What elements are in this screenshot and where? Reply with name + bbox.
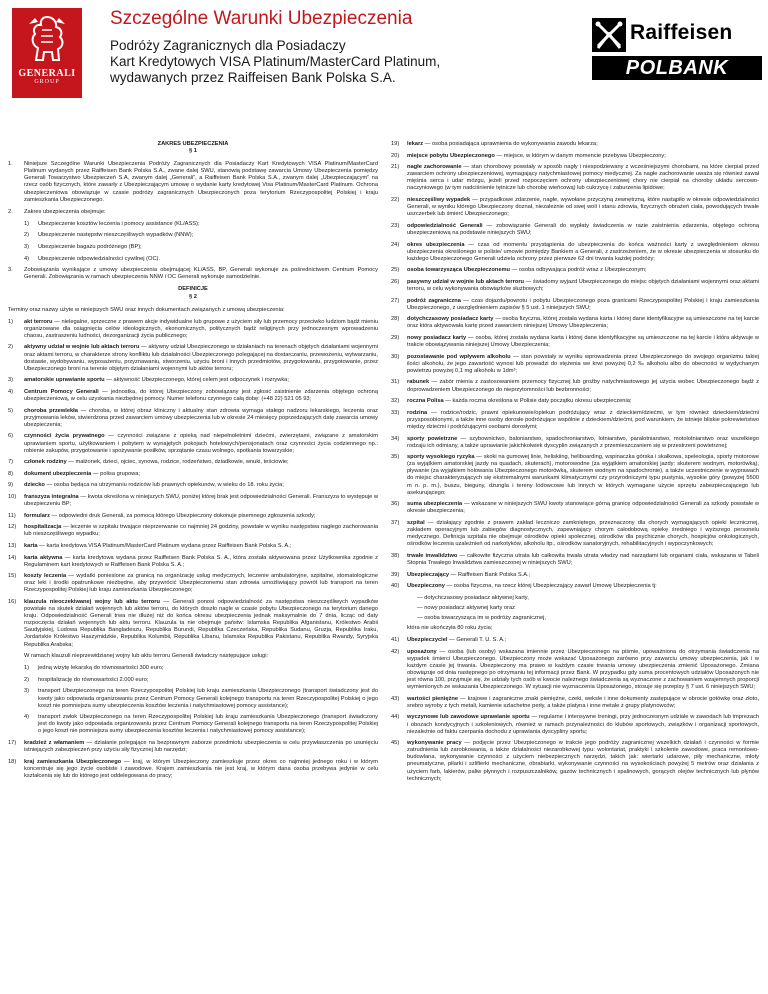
right-column bbox=[391, 141, 759, 787]
definition-term: karta aktywna bbox=[24, 554, 63, 561]
definition-item bbox=[8, 555, 378, 569]
definition-text: — zabór mienia z zastosowaniem przemocy fizycznej lub groźby natychmiastowego jej użycia wobec Ubezpieczonego bądź z doprowadzeniem Ubezpieczonego do nieprzytomności lub bezbronności; bbox=[407, 379, 759, 393]
definition-text: — przypadkowe zdarzenie, nagłe, wywołane przyczyną zewnętrzną, które nastąpiło w okresie odpowiedzialności Generali, w wyniku którego Ubezpieczony doznał, niezależnie od swej woli i stanu zdrowia, fizycznych obrażeń ciała, powodujących trwałe uszczerbek lub śmierć Ubezpieczonego; bbox=[407, 197, 759, 218]
insured-list bbox=[391, 595, 759, 622]
sub-item bbox=[8, 256, 378, 263]
definition-number: 38) bbox=[391, 552, 400, 559]
definition-text: — aktywność Ubezpieczonego, której celem jest odpoczynek i rozrywka; bbox=[104, 377, 289, 384]
definition-text: — czas od momentu przystąpienia do ubezpieczenia do końca ważności karty z uwzględnieniem okresu ubezpieczenia określonego w polisie/ umowie pomiędzy Bankiem a Generali, z zastrzeżeniem, że w okresie ubezpieczenia w stosunku do każdego Ubezpieczonego Generali udziela ochrony przez pierwsze 62 dni trwania każdej podróży; bbox=[407, 241, 759, 262]
definition-item bbox=[391, 553, 759, 567]
definition-number: 15) bbox=[8, 573, 17, 580]
definition-term: karta bbox=[24, 542, 38, 549]
sub-item-number: 2) bbox=[24, 676, 30, 683]
definition-text: — świadomy wyjazd Ubezpieczonego do miejsc objętych działaniami wojennymi oraz aktami terroru, w celu wykonywania obowiązków służbowych; bbox=[407, 278, 760, 292]
definition-item bbox=[391, 242, 759, 263]
definition-number: 10) bbox=[8, 493, 17, 500]
definition-number: 33) bbox=[391, 409, 400, 416]
definition-term: franszyza integralna bbox=[24, 493, 79, 500]
definition-term: podróż zagraniczna bbox=[407, 297, 461, 304]
sub-item bbox=[8, 688, 378, 709]
definition-number: 37) bbox=[391, 519, 400, 526]
definition-term: dziecko bbox=[24, 482, 45, 489]
definition-item bbox=[391, 335, 759, 349]
definition-number: 40) bbox=[391, 583, 400, 590]
definition-number: 28) bbox=[391, 316, 400, 323]
definition-text: — choroba, w której obraz kliniczny i aktualny stan zdrowia wymaga stałego nadzoru lekarskiego, leczenia oraz przyjmowania leków, stwierdzona przed zawarciem umowy ubezpieczenia lub w okresie 24 miesięcy poprzedzających datę zawarcia umowy ubezpieczenia; bbox=[24, 407, 378, 428]
sub-item-text: transport zwłok Ubezpieczonego na teren Rzeczypospolitej Polskiej lub kraju zamieszkania Ubezpieczonego (transport świadczony jest do kwoty jako odpowiada organizowaniu przez Centrum Pomocy Generali kolejnego transportu na teren Rzeczypospolitej Polskiej o jego koszt nie pomniejsza sumy ubezpieczenia kosztów leczenia i natychmiastowej pomocy assistance); bbox=[38, 714, 378, 735]
definition-number: 42) bbox=[391, 648, 400, 655]
raiffeisen-logo bbox=[592, 18, 762, 88]
definition-number: 12) bbox=[8, 524, 17, 531]
definition-text: — osoba (lub osoby) wskazana imiennie przez Ubezpieczonego na piśmie, upoważniona do otrzymania świadczenia na wypadek śmierci Ubezpieczonego. Ubezpieczony może wskazać Uposażonego zarówno przy zawarciu umowy ubezpieczenia, jak i w każdym czasie jej trwania. Ubezpieczony ma prawo w każdym czasie trwania umowy ubezpieczenia zmienić Uposażonego. Zmiana obowiązuje od dnia następnego po otrzymaniu tej informacji przez Bank. W przypadku gdy suma procentowych udziałów Uposażonych nie jest równa 100, przyjmuje się, że udziały tych osób w kwocie należnego świadczenia są wyznaczone z zachowaniem wzajemnych proporcji wymienionych ze wskazania Ubezpieczonego. W sytuacji nie wyznaczenia Uposażonego, stosuje się przepisy § 7 ust. 6 niniejszych SWU; bbox=[407, 648, 759, 691]
definition-text: — wydatki poniesione za granicą na organizację usług medycznych, leczenie ambulatoryjne, szpitalne, stomatologiczne oraz leki i środki opatrunkowe niezbędne, aby przywrócić Ubezpieczonemu stan zdrowia umożliwiający powrót lub transport na teren Rzeczypospolitej Polskiej lub kraju zamieszkania Ubezpieczonego; bbox=[24, 573, 378, 594]
sub-item-text: Ubezpieczenie bagażu podróżnego (BP); bbox=[38, 244, 142, 251]
clause-number: 1. bbox=[8, 161, 13, 168]
definition-term: trwałe inwalidztwo bbox=[407, 552, 458, 559]
definition-item bbox=[391, 454, 759, 497]
definition-number: 16) bbox=[8, 599, 17, 605]
definition-text: — działający zgodnie z prawem zakład leczniczo zamkniętego, przeznaczony dla chorych wymagających opieki lecznicznej, zakładem operacyjnym lub zabiegów diagnostycznych, zapewniający chorym całodobową opiekę średniego i wyższego personelu medycznego. Definicja szpitala nie obejmuje ośrodków opieki społecznej, ośrodków dla psychicznie chorych, hospicjów onkologicznych, ośrodków leczenia uzależnień od narkotyków, alkoholu itp., ośrodków sanatoryjnych, rehabilitacyjnych i wypoczynkowych; bbox=[407, 519, 759, 548]
definition-text: — osoba fizyczna, której została wydana karta i której dane identyfikacyjne są umieszczone na tej karcie oraz która aktywowała kartę przed zawarciem niniejszej Umowy Ubezpieczenia; bbox=[407, 316, 759, 330]
sub-item bbox=[8, 714, 378, 735]
definition-term: wyczynowe lub zawodowe uprawianie sportu bbox=[407, 714, 530, 721]
page-title: Szczególne Warunki Ubezpieczenia bbox=[110, 8, 413, 29]
definition-item bbox=[8, 344, 378, 372]
definition-term: rabunek bbox=[407, 379, 430, 386]
definition-item bbox=[391, 354, 759, 375]
definitions-intro: Terminy oraz nazwy użyte w niniejszych SWU oraz innych dokumentach związanych z umową ubezpieczenia: bbox=[8, 306, 285, 313]
definition-item bbox=[391, 298, 759, 312]
definition-term: rodzina bbox=[407, 409, 428, 416]
definition-number: 1) bbox=[8, 318, 14, 325]
definition-text: — stan chorobowy powstały w sposób nagły i niespodziewany z wcześniejszymi chorobami, na które cierpiał przed zawarciem ochrony ubezpieczeniowej, wymagający natychmiastowej pomocy medycznej. Za nagłe zachorowanie uważa się również zawał mięśnia serca i udar mózgu, jeżeli przed rozpoczęciem ochrony ubezpieczeniowej chory nie cierpiał na choroby układu sercowo-naczyniowego (w tym nadciśnienie tętnicze lub chorobę wieńcową) lub cukrzycę i zaburzenia lipidowe; bbox=[407, 164, 759, 192]
definitions-list-continued bbox=[8, 740, 378, 780]
title-block bbox=[110, 8, 580, 86]
definition-item bbox=[8, 433, 378, 454]
sub-item-text: hospitalizację do równowartości 2.000 euro; bbox=[38, 676, 149, 683]
definition-number: 29) bbox=[391, 334, 400, 341]
definition-number: 32) bbox=[391, 398, 400, 405]
clause-text: Niniejsze Szczególne Warunki Ubezpieczenia Podróży Zagranicznych dla Posiadaczy Kart Kredytowych VISA Platinum/MasterCard Platinum wydanych przez Raiffeisen Bank Polska S.A., zwane dalej SWU, stanowią podstawę zawarcia Umowy Ubezpieczenia pomiędzy Generali Towarzystwo Ubezpieczeń S.A, zwanym dalej „Generali”, a Raiffeisen Bank Polska S.A., zwanym dalej „Ubezpieczającym” na rzecz osób fizycznych, które zawarły z Ubezpieczającym umowę o wydanie karty kredytowej Visa Platinum/MasterCard Platinum. Ochrona ubezpieczeniowa obowiązuje w czasie podróży zagranicznych Ubezpieczonych poza terytorium Rzeczypospolitej Polskiej i kraju zamieszkania Ubezpieczonego. bbox=[24, 161, 378, 203]
definition-number: 14) bbox=[8, 554, 17, 561]
definition-text: — czynności związane z opieką nad niepełnoletnimi dziećmi, zwierzętami, związane z amatorskim uprawianiem sportu, użytkowaniem i pobytem w wynajętych pokojach hotelowych/pensjonatach oraz czynności życia codziennego np.: robienie zakupów, przygotowanie i spożywanie posiłków, sprzątanie czasu wolnego, spotkania towarzyskie; bbox=[24, 433, 378, 454]
definition-item bbox=[391, 316, 759, 330]
definition-item bbox=[8, 524, 378, 538]
definition-text: — rodzice/rodzic, prawni opiekunowie/opiekun podróżujący wraz z dzieckiem/dziećmi, w tym również dzieckiem/dziećmi przysposobionymi, a także inne osoby dorosłe podróżujące wspólnie z dzieckiem/dziećmi, pod warunkiem, że istnieje bliskie pokrewieństwo między dziećmi i podróżującymi osobami dorosłymi; bbox=[407, 409, 759, 430]
definition-item bbox=[391, 637, 759, 644]
definition-term: suma ubezpieczenia bbox=[407, 501, 463, 508]
sub-item-number: 3) bbox=[24, 244, 30, 251]
definition-text: — karta kredytowa VISA Platinum/MasterCard Platinum wydana przez Raiffeisen Bank Polska S. A.; bbox=[37, 542, 292, 549]
definition-term: nowy posiadacz karty bbox=[407, 334, 467, 341]
definition-number: 24) bbox=[391, 241, 400, 248]
definition-item bbox=[8, 494, 378, 508]
definition-term: pasywny udział w wojnie lub aktach terroru bbox=[407, 278, 525, 285]
definition-term: Ubezpieczyciel bbox=[407, 637, 448, 644]
definition-item bbox=[8, 759, 378, 780]
clause-3 bbox=[8, 267, 378, 281]
sub-item-number: 2) bbox=[24, 232, 30, 239]
definition-term: miejsce pobytu Ubezpieczonego bbox=[407, 152, 495, 159]
paragraph-mark-1: § 1 bbox=[189, 148, 197, 155]
definition-number: 18) bbox=[8, 758, 17, 765]
definition-number: 41) bbox=[391, 637, 400, 644]
generali-group: GROUP bbox=[34, 79, 60, 85]
definition-number: 26) bbox=[391, 278, 400, 285]
gable-cross-icon bbox=[592, 18, 626, 52]
definition-text: — małżonek, dzieci, ojciec, synowa, rodzice, rodzeństwo, dziadkowie, wnuki, teściowie; bbox=[66, 459, 289, 466]
definition-term: nieszczęśliwy wypadek bbox=[407, 197, 471, 204]
clause-number: 2. bbox=[8, 208, 13, 215]
raiffeisen-name: Raiffeisen bbox=[630, 21, 733, 44]
definition-term: akt terroru bbox=[24, 318, 53, 325]
sub-item-number: 1) bbox=[24, 665, 30, 672]
definition-text: — Raiffeisen Bank Polska S.A.; bbox=[449, 571, 531, 578]
definition-item bbox=[391, 141, 759, 148]
definition-item bbox=[391, 410, 759, 431]
definition-number: 36) bbox=[391, 501, 400, 508]
definition-term: dotychczasowy posiadacz karty bbox=[407, 316, 494, 323]
definition-number: 21) bbox=[391, 164, 400, 171]
subtitle-line-3: wydawanych przez Raiffeisen Bank Polska S.A. bbox=[110, 70, 396, 85]
definition-text: — wskazane w niniejszych SWU kwoty stanowiące górną granicę odpowiedzialności Generali za szkody powstałe w okresie ubezpieczenia; bbox=[407, 501, 759, 515]
insured-age-note: która nie ukończyła 80 roku życia; bbox=[407, 624, 493, 631]
sub-item-text: Ubezpieczenie następstw nieszczęśliwych wypadków (NNW); bbox=[38, 232, 194, 239]
clause-text: Zakres ubezpieczenia obejmuje: bbox=[24, 208, 106, 215]
definition-item bbox=[391, 223, 759, 237]
scope-list bbox=[8, 221, 378, 263]
definition-term: wartości pieniężne bbox=[407, 695, 458, 702]
definition-term: lekarz bbox=[407, 141, 424, 147]
definition-number: 39) bbox=[391, 571, 400, 578]
definition-item bbox=[8, 319, 378, 340]
definition-item bbox=[8, 408, 378, 429]
definition-text: — jednostka, do której Ubezpieczony zobowiązany jest zgłosić zaistnienie zdarzenia objętego ochroną ubezpieczeniową, w celu uzyskania niezbędnej pomocy. Numer telefonu czynnego całą dobę: (+48 22) 521 05 93; bbox=[24, 388, 378, 403]
clause-16-list bbox=[8, 665, 378, 735]
clause-number: 3. bbox=[8, 267, 13, 274]
definition-item bbox=[391, 583, 759, 590]
definition-number: 25) bbox=[391, 267, 400, 274]
definition-text: — kwota określona w niniejszych SWU, poniżej której brak jest odpowiedzialności Generali. Franszyza to występuje w ubezpieczeniu BP; bbox=[24, 493, 378, 508]
definition-item bbox=[8, 471, 378, 478]
definition-text: — działanie polegające na bezprawnym zaborze przedmiotu ubezpieczenia w celu przywłaszczenia po usunięciu istniejących zabezpieczeń przy użyciu siły fizycznej lub narzędzi; bbox=[24, 740, 378, 754]
definition-term: kraj zamieszkania Ubezpieczonego bbox=[24, 758, 122, 765]
definition-number: 35) bbox=[391, 454, 400, 461]
definition-number: 44) bbox=[391, 714, 400, 721]
definition-item bbox=[391, 520, 759, 548]
definition-text: — karta kredytowa wydana przez Raiffeisen Bank Polska S. A., która została aktywowana przez Użytkownika zgodnie z Regulaminem kart kredytowych w Raiffeisen Bank Polska S. A.; bbox=[24, 554, 378, 568]
definition-text: — Generali T. U. S. A.; bbox=[447, 637, 507, 644]
definition-term: sporty powietrzne bbox=[407, 435, 458, 442]
section-title-definicje: DEFINICJE bbox=[178, 286, 208, 293]
definition-text: — miejsce, w którym w danym momencie przebywa Ubezpieczony; bbox=[494, 152, 666, 159]
sub-item-number: 4) bbox=[24, 255, 30, 262]
definition-text: — podjęcie przez Ubezpieczonego w trakcie jego podróży zagranicznej wszelkich działań i czynności w formie zatrudnienia lub zarobkowania, a także działalności niezarobkowej typu: wolontariat, praktyki i szkolenie zawodowe, praca remontowo-budowlana, wykonywanie czynności z użyciem niebezpiecznych narzędzi, takich jak: wiertarki udarowe, piły mechaniczne, młoty pneumatyczne, piłarki i szlifierki mechaniczne, obrabiarki, wykonywanie czynności na wysokościach powyżej 5 metrów oraz działania z użyciem farb, lakierów, paliw płynnych i rozpuszczalników, gazów technicznych i spalinowych, gorących olejów technicznych lub płynów technicznych; bbox=[407, 740, 759, 782]
sub-item bbox=[8, 232, 378, 239]
definition-item bbox=[391, 501, 759, 515]
sub-item bbox=[8, 677, 378, 684]
definition-number: 45) bbox=[391, 740, 400, 747]
definition-number: 27) bbox=[391, 297, 400, 304]
definitions-list bbox=[8, 319, 378, 649]
definition-term: pozostawanie pod wpływem alkoholu bbox=[407, 353, 511, 360]
definition-item bbox=[8, 482, 378, 489]
insured-list-item: — dotychczasowy posiadacz aktywnej karty, bbox=[417, 594, 529, 601]
definition-term: dokument ubezpieczenia bbox=[24, 470, 92, 477]
definition-text: — Generali ponosi odpowiedzialność za następstwa nieszczęśliwych wypadków powstałe na skutek działań wojennych lub aktów terroru, do których doszło nagle w czasie pobytu Ubezpieczonego na terytorium danego kraju. Odpowiedzialność Generali trwa nie dłużej niż do końca okresu ubezpieczenia jednak maksymalnie do 7 dnia, licząc od daty rozpoczęcia działań wojennych lub aktu terroru. Klauzula ta nie obejmuje państw: Islamska Republika Afganistanu, Królestwo Arabii Saudyjskiej, Ludowa Republika Bangladeszu, Republika Burundi, Republika Czeczeńska, Republika Sudanu, Gruzja, Republika Iraku, Jordańskie Królestwo Haszymidzkie, Republika Kolumbii, Republika Libanu, Islamska Republika Pakistanu, Republika Rwandy, Syryjska Republika Arabska; bbox=[24, 599, 378, 648]
definition-item bbox=[8, 389, 378, 403]
clause-text: Zobowiązania wynikające z umowy ubezpieczenia obejmującej KL/ASS, BP, Generali wykonuje za pośrednictwem Centrum Pomocy Generali. Zobowiązania w ramach ubezpieczenia NNW i OC Generali wykonuje samodzielnie. bbox=[24, 267, 378, 281]
definition-item bbox=[391, 696, 759, 710]
definition-term: nagłe zachorowanie bbox=[407, 164, 462, 171]
definition-number: 20) bbox=[391, 152, 400, 159]
definition-text: — osoba będąca na utrzymaniu rodziców lub prawnych opiekunów, w wieku do 18. roku życia; bbox=[44, 482, 284, 489]
sub-item-text: jedną wizytę lekarską do równowartości 300 euro; bbox=[38, 665, 164, 672]
sub-item-text: transport Ubezpieczonego na teren Rzeczypospolitej Polskiej lub kraju zamieszkania Ubezpieczonego (transport świadczony jest do kwoty jako odpowiada organizowaniu przez Centrum Pomocy Generali kolejnego transportu na teren Rzeczypospolitej Polskiej o jego koszt nie pomniejsza sumy ubezpieczenia kosztów leczenia i natychmiastowej pomocy assistance); bbox=[38, 688, 378, 709]
definition-item bbox=[391, 649, 759, 692]
sub-item-text: Ubezpieczenie odpowiedzialności cywilnej (OC). bbox=[38, 255, 161, 262]
definition-number: 31) bbox=[391, 379, 400, 386]
definition-term: Centrum Pomocy Generali bbox=[24, 388, 99, 395]
definition-number: 9) bbox=[8, 482, 14, 489]
sub-item-number: 3) bbox=[24, 688, 30, 695]
definition-term: sporty wysokiego ryzyka bbox=[407, 454, 475, 461]
definition-item bbox=[391, 714, 759, 735]
definition-term: członek rodziny bbox=[24, 459, 67, 466]
insured-list-item: — nowy posiadacz aktywnej karty oraz bbox=[417, 604, 515, 611]
definition-text: — aktywny udział Ubezpieczonego w działaniach na terenach objętych działaniami wojennymi oraz aktami terroru, w charakterze strony konfliktu lub działalności Ubezpieczonego polegającej na dostarczaniu, przewożeniu, wytwarzaniu, dostawie, wydobywaniu, wyposażeniu, przyznawaniu, stworzeniu, użyciu broni i innych przedmiotów, przygotowaniu, przygotowanie, przez Ubezpieczonego broni na terenie objętym działaniami wojennymi lub aktów terroru; bbox=[24, 344, 378, 372]
sub-item bbox=[8, 221, 378, 228]
definition-text: — zobowiązanie Generali do wypłaty świadczenia w razie zaistnienia zdarzenia, objętego ochroną ubezpieczeniową na podstawie niniejszych SWU; bbox=[407, 222, 759, 236]
sub-item-number: 4) bbox=[24, 714, 30, 721]
definition-item bbox=[391, 279, 759, 293]
definition-text: — osoba fizyczna, na rzecz której Ubezpieczający zawarł Umowę Ubezpieczenia tj: bbox=[444, 583, 657, 590]
subtitle-line-2: Kart Kredytowych VISA Platinum/MasterCard Platinum, bbox=[110, 54, 441, 69]
definition-text: — kraj, w którym Ubezpieczony zamieszkuje przez okres co najmniej jednego roku i w którym koncentruje się jego życie osobiste i zawodowe. Krajem zamieszkania nie jest kraj, w którym dana osoba przebywa jedynie w celu kształcenia się lub do którego jest oddelegowana do pracy; bbox=[24, 758, 378, 779]
definition-item bbox=[391, 379, 759, 393]
definition-number: 23) bbox=[391, 222, 400, 229]
lion-icon bbox=[23, 14, 71, 66]
definition-number: 2) bbox=[8, 344, 14, 351]
definition-number: 13) bbox=[8, 542, 17, 549]
definition-text: — każda roczna określona w Polisie daty początku okresu ubezpieczenia; bbox=[443, 398, 632, 405]
definition-text: — stan powstały w wyniku wprowadzenia przez Ubezpieczonego do swojego organizmu takiej ilości alkoholu, że jego zawartość wynosi lub prowadzi do stężenia we krwi powyżej 0,2 ‰ alkoholu albo do obecności w wydychanym powietrzu powyżej 0,1 mg alkoholu w 1dm³; bbox=[407, 353, 759, 374]
definition-item bbox=[391, 153, 759, 160]
definition-term: formularz bbox=[24, 512, 50, 519]
definition-item bbox=[8, 599, 378, 649]
definition-number: 19) bbox=[391, 141, 400, 147]
definition-text: — nielegalne, sprzeczne z prawem akcje indywidualne lub grupowe z użyciem siły lub przemocy przeciwko ludziom bądź mieniu organizowane dla osiągnięcia celów ideologicznych, ekonomicznych, politycznych bądź religijnych przy jednoczesnym wprowadzeniu chaosu, zastraszeniu ludności, dezorganizacji życia publicznego; bbox=[24, 318, 378, 339]
insured-list-item: — osoba towarzysząca im w podróży zagranicznej, bbox=[417, 614, 546, 621]
definition-item bbox=[391, 572, 759, 579]
definition-term: amatorskie uprawianie sportu bbox=[24, 377, 105, 384]
definition-item bbox=[391, 398, 759, 405]
left-column bbox=[8, 141, 378, 784]
definition-term: Ubezpieczający bbox=[407, 571, 450, 578]
definition-term: roczna Polisa bbox=[407, 398, 444, 405]
definition-term: koszty leczenia bbox=[24, 573, 67, 580]
definition-number: 30) bbox=[391, 353, 400, 360]
definition-number: 34) bbox=[391, 435, 400, 442]
definition-text: — czas dojazdu/powrotu i pobytu Ubezpieczonego poza granicami Rzeczypospolitej Polskiej i kraju zamieszkania Ubezpieczonego, z uwzględnieniem zapisów § 5 ust. 1 niniejszych SWU; bbox=[407, 297, 760, 311]
paragraph-mark-2: § 2 bbox=[189, 293, 197, 300]
definition-item bbox=[8, 377, 378, 384]
definition-term: uposażony bbox=[407, 648, 437, 655]
definition-item bbox=[391, 740, 759, 783]
definition-item bbox=[8, 543, 378, 550]
definition-term: osoba towarzysząca Ubezpieczonemu bbox=[407, 267, 511, 274]
definition-number: 3) bbox=[8, 377, 14, 384]
definition-number: 22) bbox=[391, 197, 400, 204]
generali-name: GENERALI bbox=[18, 68, 76, 79]
definition-number: 5) bbox=[8, 407, 14, 414]
definition-text: — regularne i intensywne treningi, przy jednoczesnym udziale w zawodach lub imprezach i obozach kondycyjnych i szkoleniowych, również w ramach przynależności do klubów sportowych, związków i organizacji sportowych, niezależnie od faktu czerpania dochodu z uprawiania dyscypliny sportu; bbox=[407, 714, 759, 735]
definition-text: — szybownictwo, baloniarstwo, spadochroniarstwo, lotniarstwo, paralotniarstwo, motolotniarstwo oraz wszelkiego rodzaju ich odmiany, a także uprawianie jakichkolwiek dyscyplin związanych z przemieszczaniem się w przestrzeni powietrznej; bbox=[407, 435, 759, 449]
definition-item bbox=[391, 267, 759, 274]
definition-text: — leczenie w szpitalu trwające nieprzerwanie co najmniej 24 godziny, powstałe w wyniku następstwa nagłego zachorowania lub nieszczęśliwego wypadku; bbox=[24, 524, 378, 538]
definition-term: klauzula nieoczekiwanej wojny lub aktu terroru bbox=[24, 599, 160, 605]
definition-term: odpowiedzialność Generali bbox=[407, 222, 483, 229]
definition-number: 7) bbox=[8, 459, 14, 466]
definition-item bbox=[8, 573, 378, 594]
subtitle-line-1: Podróży Zagranicznych dla Posiadaczy bbox=[110, 38, 346, 53]
sub-item-number: 1) bbox=[24, 220, 30, 227]
definition-term: aktywny udział w wojnie lub aktach terroru bbox=[24, 344, 140, 351]
definition-number: 4) bbox=[8, 388, 14, 395]
definition-text: — osoba, której została wydana karta i której dane identyfikacyjne są umieszczone na tej karcie i która aktywuje w trakcie obowiązywania niniejszej Umowy Ubezpieczenia; bbox=[407, 334, 759, 349]
definition-text: — odpowiedni druk Generali, za pomocą którego Ubezpieczony dokonuje pisemnego zgłoszenia szkody; bbox=[49, 512, 316, 519]
definition-number: 11) bbox=[8, 512, 16, 519]
definition-term: czynności życia prywatnego bbox=[24, 433, 105, 440]
definition-term: hospitalizacja bbox=[24, 524, 62, 531]
definition-text: — całkowite fizyczna utrata lub całkowita trwała utrata władzy nad narządami lub organami ciała, wskazana w Tabeli Stopnia Trwałego Inwalidztwa zamieszczonej w niniejszych SWU; bbox=[407, 552, 759, 566]
clause-16-intro: W ramach klauzuli nieprzewidzianej wojny lub aktu terroru Generali świadczy następujące usługi: bbox=[24, 653, 269, 660]
definition-number: 6) bbox=[8, 433, 14, 440]
definitions-list-right bbox=[391, 141, 759, 590]
definition-number: 43) bbox=[391, 695, 400, 702]
definition-item bbox=[8, 513, 378, 520]
definition-term: choroba przewlekła bbox=[24, 407, 78, 414]
clause-1 bbox=[8, 161, 378, 204]
sub-item bbox=[8, 665, 378, 672]
definition-text: — osoba posiadająca uprawnienia do wykonywania zawodu lekarza; bbox=[423, 141, 598, 147]
definition-item bbox=[8, 459, 378, 466]
definition-term: szpital bbox=[407, 519, 425, 526]
definition-number: 17) bbox=[8, 740, 17, 746]
clause-2 bbox=[8, 209, 378, 216]
definition-term: wykonywanie pracy bbox=[407, 740, 462, 747]
definitions-list-right-continued bbox=[391, 637, 759, 783]
definition-item bbox=[391, 197, 759, 218]
generali-logo bbox=[12, 8, 82, 98]
definition-term: okres ubezpieczenia bbox=[407, 241, 465, 248]
definition-text: — osoba odbywająca podróż wraz z Ubezpieczonym; bbox=[510, 267, 647, 274]
definition-number: 8) bbox=[8, 470, 14, 477]
definition-item bbox=[8, 740, 378, 754]
definition-term: kradzież z włamaniem bbox=[24, 740, 85, 746]
definition-item bbox=[391, 436, 759, 450]
section-title-zakres: ZAKRES UBEZPIECZENIA bbox=[157, 141, 229, 147]
sub-item-text: Ubezpieczenie kosztów leczenia i pomocy assistance (KL/ASS); bbox=[38, 220, 200, 227]
sub-item bbox=[8, 244, 378, 251]
raiffeisen-sub: POLBANK bbox=[592, 56, 762, 80]
definition-item bbox=[391, 164, 759, 192]
definition-term: Ubezpieczony bbox=[407, 583, 445, 590]
definition-text: — polisa grupowa; bbox=[91, 470, 141, 477]
definition-text: — krajowe i zagraniczne znaki pieniężne, czeki, weksle i inne dokumenty zastępujące w obrocie gotówkę oraz złoto, srebro wyroby z tych metali, kamienie szlachetne perły, a także platyna i inne metale z grupy platynowców; bbox=[407, 695, 759, 709]
definition-text: — skoki na gumowej linie, heliskiing, heliboarding, wspinaczka górska i skałkowa, speleologia, sporty motorowe (za wyjątkiem amatorskiej jazdy na quadach, skuterach), motorowodne (za wyjątkiem amatorskiej jazdy: skuterem wodnym, motorówką), pływanie (za wyjątkiem holowania Ubezpieczonego motorówką, skuterem wodnym na spadochronie), a także uczestniczenie w wyprawach do miejsc charakteryzujących się ekstremalnymi warunkami klimatycznymi czy przyrodniczymi typu pustynia, wysokie góry (powyżej 5500 m n. p. m.), buszu, bieguny, dżungla i tereny lodowcowe lub innych w których wymagane użycie sprzętu zabezpieczającego lub asekurującego; bbox=[407, 454, 759, 496]
